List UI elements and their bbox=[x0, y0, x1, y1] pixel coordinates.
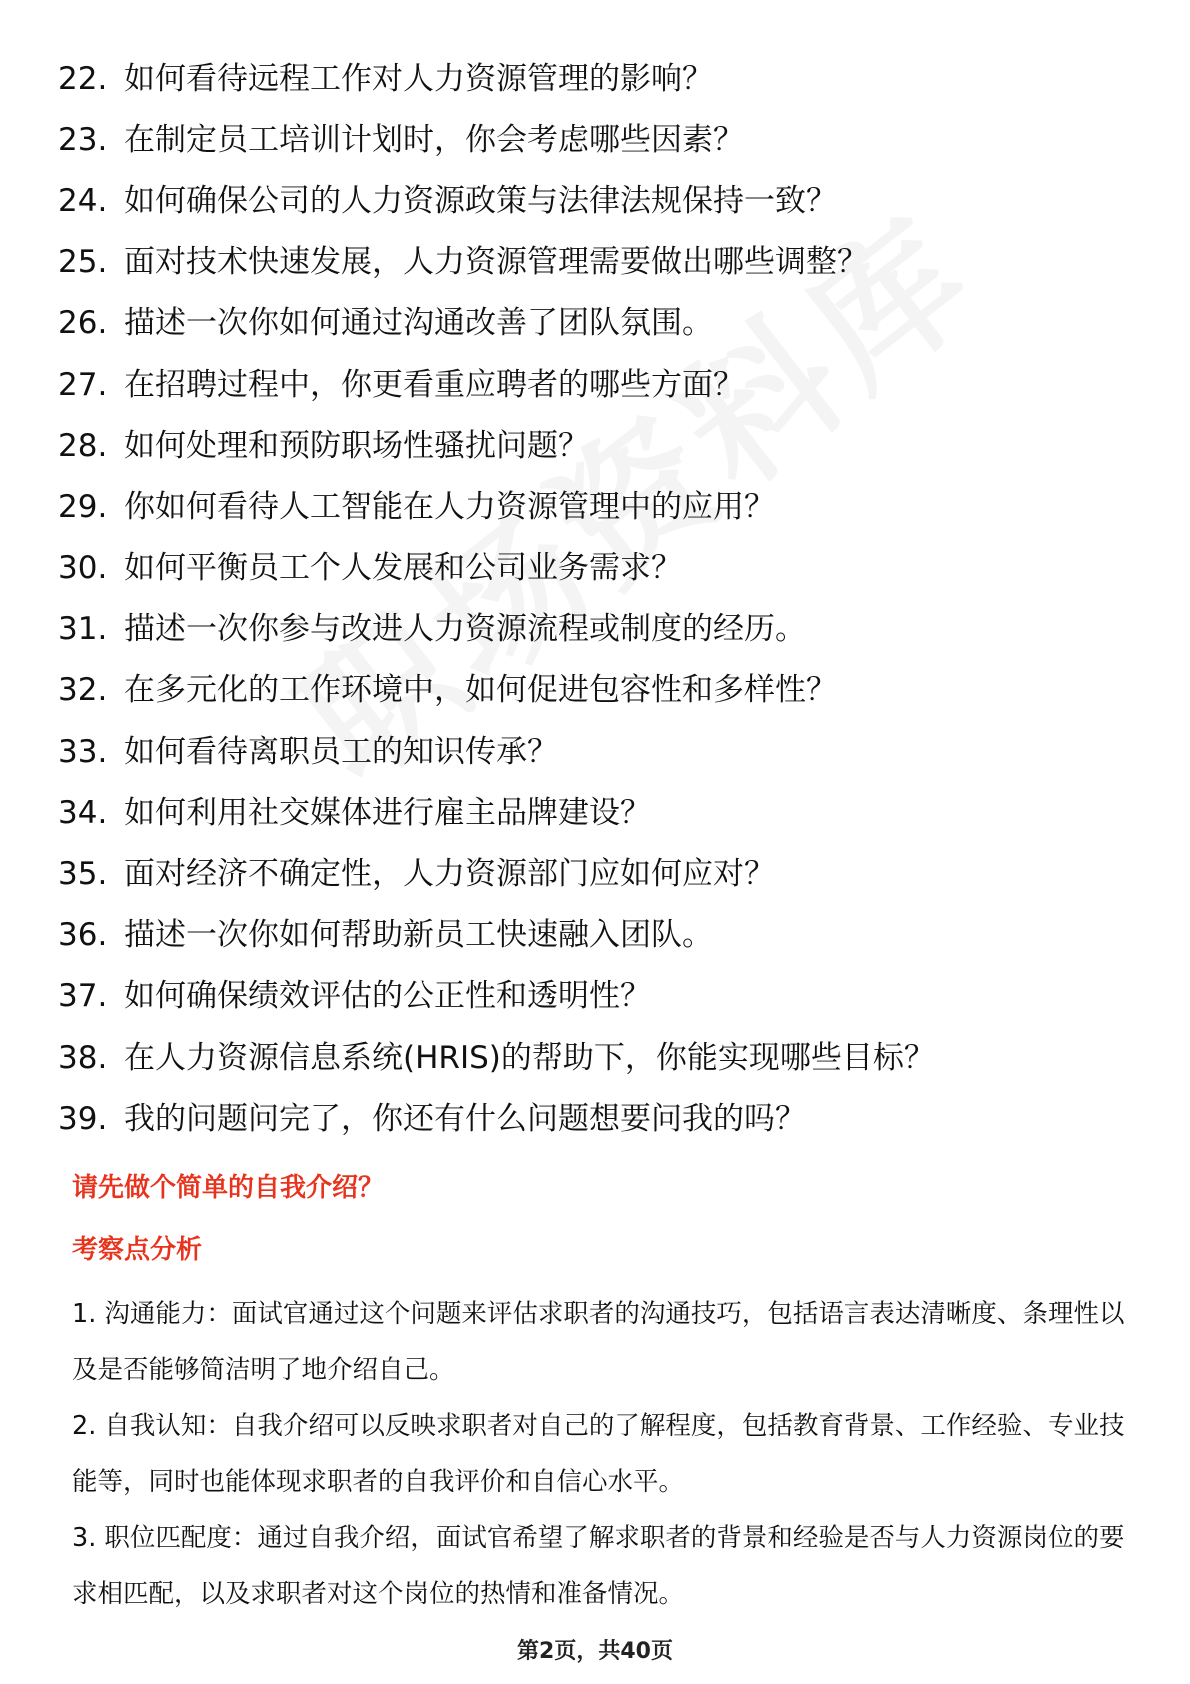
question-number: 33. bbox=[58, 733, 108, 770]
question-number: 22. bbox=[58, 60, 108, 97]
question-item bbox=[58, 1088, 1138, 1149]
question-item bbox=[58, 538, 1138, 599]
question-list bbox=[58, 48, 1138, 1149]
question-number: 28. bbox=[58, 427, 108, 464]
question-number: 25. bbox=[58, 244, 108, 281]
question-text: 如何看待远程工作对人力资源管理的影响？ bbox=[124, 60, 713, 97]
question-number: 26. bbox=[58, 305, 108, 342]
question-number: 37. bbox=[58, 978, 108, 1015]
question-text: 我的问题问完了，你还有什么问题想要问我的吗？ bbox=[124, 1100, 806, 1137]
analysis-points bbox=[72, 1286, 1132, 1622]
question-text: 在多元化的工作环境中，如何促进包容性和多样性？ bbox=[124, 672, 837, 709]
page-footer: 第2页，共40页 bbox=[517, 1639, 673, 1664]
question-number: 30. bbox=[58, 550, 108, 587]
question-text: 如何看待离职员工的知识传承？ bbox=[124, 733, 558, 770]
question-number: 31. bbox=[58, 611, 108, 648]
question-text: 你如何看待人工智能在人力资源管理中的应用？ bbox=[124, 488, 775, 525]
question-number: 34. bbox=[58, 794, 108, 831]
question-item bbox=[58, 48, 1138, 109]
question-item bbox=[58, 293, 1138, 354]
analysis-title: 考察点分析 bbox=[72, 1235, 203, 1265]
question-item bbox=[58, 109, 1138, 170]
question-number: 35. bbox=[58, 856, 108, 893]
question-item bbox=[58, 170, 1138, 231]
question-item bbox=[58, 415, 1138, 476]
question-number: 27. bbox=[58, 366, 108, 403]
question-text: 在制定员工培训计划时，你会考虑哪些因素？ bbox=[124, 121, 744, 158]
question-number: 36. bbox=[58, 917, 108, 954]
analysis-point: 2. 自我认知：自我介绍可以反映求职者对自己的了解程度，包括教育背景、工作经验、专业技能等，同时也能体现求职者的自我评价和自信心水平。 bbox=[72, 1411, 1125, 1497]
question-item bbox=[58, 905, 1138, 966]
question-number: 32. bbox=[58, 672, 108, 709]
question-number: 23. bbox=[58, 121, 108, 158]
question-text: 如何平衡员工个人发展和公司业务需求？ bbox=[124, 550, 682, 587]
question-text: 面对经济不确定性，人力资源部门应如何应对？ bbox=[124, 856, 775, 893]
question-text: 面对技术快速发展，人力资源管理需要做出哪些调整？ bbox=[124, 244, 868, 281]
question-item bbox=[58, 476, 1138, 537]
question-text: 在人力资源信息系统(HRIS)的帮助下，你能实现哪些目标？ bbox=[124, 1039, 935, 1076]
question-item bbox=[58, 232, 1138, 293]
question-text: 如何处理和预防职场性骚扰问题？ bbox=[124, 427, 589, 464]
question-text: 描述一次你如何通过沟通改善了团队氛围。 bbox=[124, 305, 713, 342]
question-item bbox=[58, 599, 1138, 660]
question-number: 39. bbox=[58, 1100, 108, 1137]
question-number: 24. bbox=[58, 182, 108, 219]
question-number: 29. bbox=[58, 488, 108, 525]
question-item bbox=[58, 843, 1138, 904]
question-text: 如何利用社交媒体进行雇主品牌建设？ bbox=[124, 794, 651, 831]
analysis-point: 1. 沟通能力：面试官通过这个问题来评估求职者的沟通技巧，包括语言表达清晰度、条理性以及是否能够简洁明了地介绍自己。 bbox=[72, 1299, 1125, 1385]
analysis-point: 3. 职位匹配度：通过自我介绍，面试官希望了解求职者的背景和经验是否与人力资源岗位的要求相匹配，以及求职者对这个岗位的热情和准备情况。 bbox=[72, 1523, 1125, 1609]
question-item bbox=[58, 1027, 1138, 1088]
question-text: 如何确保公司的人力资源政策与法律法规保持一致？ bbox=[124, 182, 837, 219]
question-item bbox=[58, 782, 1138, 843]
question-number: 38. bbox=[58, 1039, 108, 1076]
question-text: 描述一次你参与改进人力资源流程或制度的经历。 bbox=[124, 611, 806, 648]
question-text: 描述一次你如何帮助新员工快速融入团队。 bbox=[124, 917, 713, 954]
question-item bbox=[58, 966, 1138, 1027]
question-item bbox=[58, 660, 1138, 721]
question-text: 如何确保绩效评估的公正性和透明性？ bbox=[124, 978, 651, 1015]
question-text: 在招聘过程中，你更看重应聘者的哪些方面？ bbox=[124, 366, 744, 403]
question-title: 请先做个简单的自我介绍？ bbox=[72, 1173, 385, 1203]
question-item bbox=[58, 721, 1138, 782]
question-item bbox=[58, 354, 1138, 415]
